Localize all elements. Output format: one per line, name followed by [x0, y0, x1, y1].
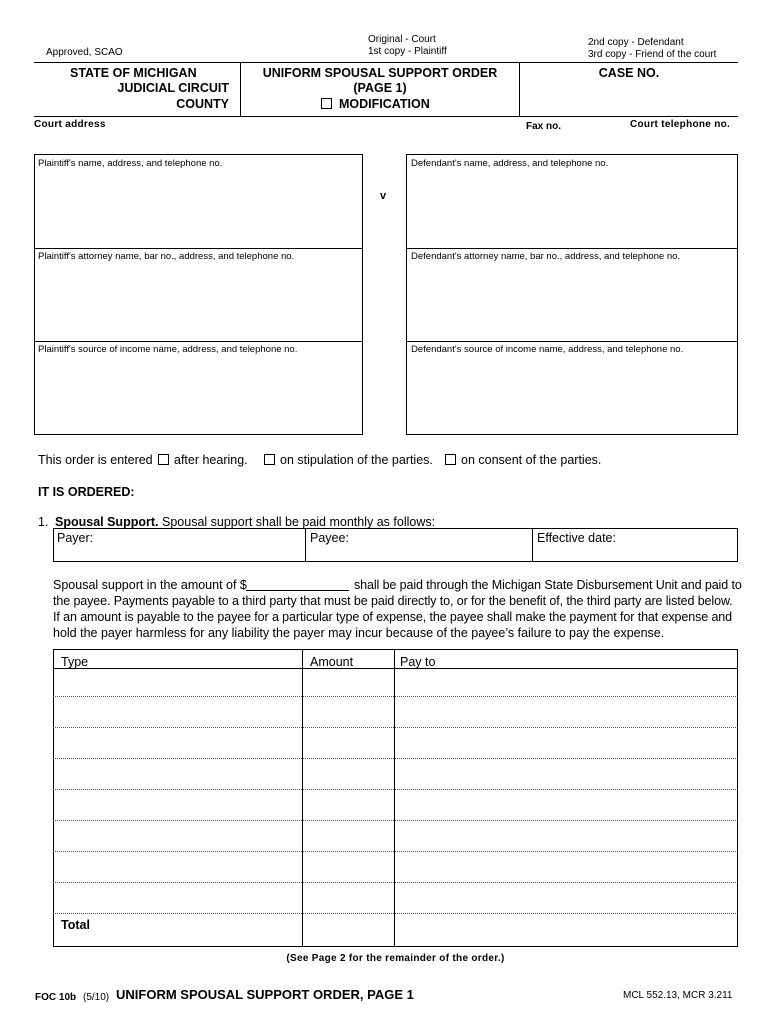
after-hearing-label: after hearing.	[174, 453, 248, 467]
para-line-4: hold the payer harmless for any liability the payer may incur because of the payee’s failure to pay the expense.	[53, 626, 665, 640]
amount-field[interactable]	[246, 576, 349, 590]
plaintiff-name-label: Plaintiff's name, address, and telephone no.	[38, 158, 223, 169]
defendant-row-rule-2	[406, 341, 738, 342]
state-label: STATE OF MICHIGAN	[70, 66, 197, 80]
copy-second-label: 2nd copy - Defendant	[588, 37, 684, 48]
form-date: (5/10)	[83, 992, 110, 1003]
defendant-income-field[interactable]	[408, 356, 736, 433]
stipulation-checkbox[interactable]	[264, 454, 275, 465]
section1-intro: Spousal support shall be paid monthly as follows:	[162, 515, 436, 529]
section1-number: 1.	[38, 515, 49, 529]
col-type-header: Type	[61, 655, 89, 669]
copy-original-label: Original - Court	[368, 34, 436, 45]
effective-date-label: Effective date:	[537, 531, 616, 545]
col-amount-header: Amount	[310, 655, 354, 669]
consent-checkbox[interactable]	[445, 454, 456, 465]
col-pay-to-header: Pay to	[400, 655, 436, 669]
citation: MCL 552.13, MCR 3.211	[623, 990, 733, 1001]
payer-field[interactable]	[54, 546, 304, 561]
plaintiff-row-rule-1	[34, 248, 363, 249]
modification-label: MODIFICATION	[339, 97, 430, 111]
plaintiff-name-field[interactable]	[36, 170, 361, 246]
section1-heading: Spousal Support.	[55, 515, 159, 529]
it-is-ordered-heading: IT IS ORDERED:	[38, 485, 135, 499]
footer-form-title: UNIFORM SPOUSAL SUPPORT ORDER, PAGE 1	[116, 987, 414, 1002]
defendant-row-rule-1	[406, 248, 738, 249]
case-no-label: CASE NO.	[598, 66, 660, 80]
payee-label: Payee:	[310, 531, 349, 545]
copy-third-label: 3rd copy - Friend of the court	[588, 49, 717, 60]
defendant-name-field[interactable]	[408, 170, 736, 246]
defendant-name-label: Defendant's name, address, and telephone no.	[411, 158, 609, 169]
approved-label: Approved, SCAO	[46, 47, 123, 58]
judicial-circuit-label: JUDICIAL CIRCUIT	[117, 81, 229, 95]
court-address-label: Court address	[34, 119, 106, 130]
stipulation-label: on stipulation of the parties.	[280, 453, 433, 467]
defendant-attorney-label: Defendant's attorney name, bar no., address, and telephone no.	[411, 251, 681, 262]
plaintiff-income-field[interactable]	[36, 356, 361, 433]
defendant-attorney-field[interactable]	[408, 263, 736, 339]
form-title-line1: UNIFORM SPOUSAL SUPPORT ORDER	[262, 66, 498, 80]
consent-label: on consent of the parties.	[461, 453, 602, 467]
plaintiff-attorney-field[interactable]	[36, 263, 361, 339]
see-page2-note: (See Page 2 for the remainder of the order.)	[286, 953, 505, 964]
payments-entry-rows[interactable]	[54, 669, 737, 912]
payee-field[interactable]	[306, 546, 531, 561]
fax-no-label: Fax no.	[526, 121, 562, 132]
after-hearing-checkbox[interactable]	[158, 454, 169, 465]
county-label: COUNTY	[176, 97, 229, 111]
total-amount-field[interactable]	[303, 914, 393, 946]
amount-field-underline	[246, 590, 349, 591]
modification-checkbox[interactable]	[321, 98, 332, 109]
header-top-rule	[34, 62, 738, 63]
versus-label: v	[380, 190, 387, 202]
form-id: FOC 10b	[35, 992, 77, 1003]
court-telephone-label: Court telephone no.	[630, 119, 731, 130]
amount-suffix-text: shall be paid through the Michigan State Disbursement Unit and paid to	[354, 578, 742, 592]
effective-date-field[interactable]	[533, 546, 737, 561]
payer-label: Payer:	[57, 531, 94, 545]
defendant-income-label: Defendant's source of income name, address, and telephone no.	[411, 344, 684, 355]
plaintiff-income-label: Plaintiff's source of income name, address, and telephone no.	[38, 344, 298, 355]
copy-first-label: 1st copy - Plaintiff	[368, 46, 447, 57]
para-line-2: the payee. Payments payable to a third party that must be paid directly to, or for the benefit of, the third party are listed below.	[53, 594, 733, 608]
para-line-3: If an amount is payable to the payee for a particular type of expense, the payee shall make the payment for that expense and	[53, 610, 733, 624]
plaintiff-attorney-label: Plaintiff's attorney name, bar no., address, and telephone no.	[38, 251, 295, 262]
total-label: Total	[61, 918, 90, 932]
amount-prefix-text: Spousal support in the amount of $	[53, 578, 247, 592]
payments-row-rule-8	[53, 913, 738, 914]
header-bottom-rule	[34, 116, 738, 117]
plaintiff-row-rule-2	[34, 341, 363, 342]
entry-lead-label: This order is entered	[38, 453, 153, 467]
form-title-line2: (PAGE 1)	[353, 81, 407, 95]
